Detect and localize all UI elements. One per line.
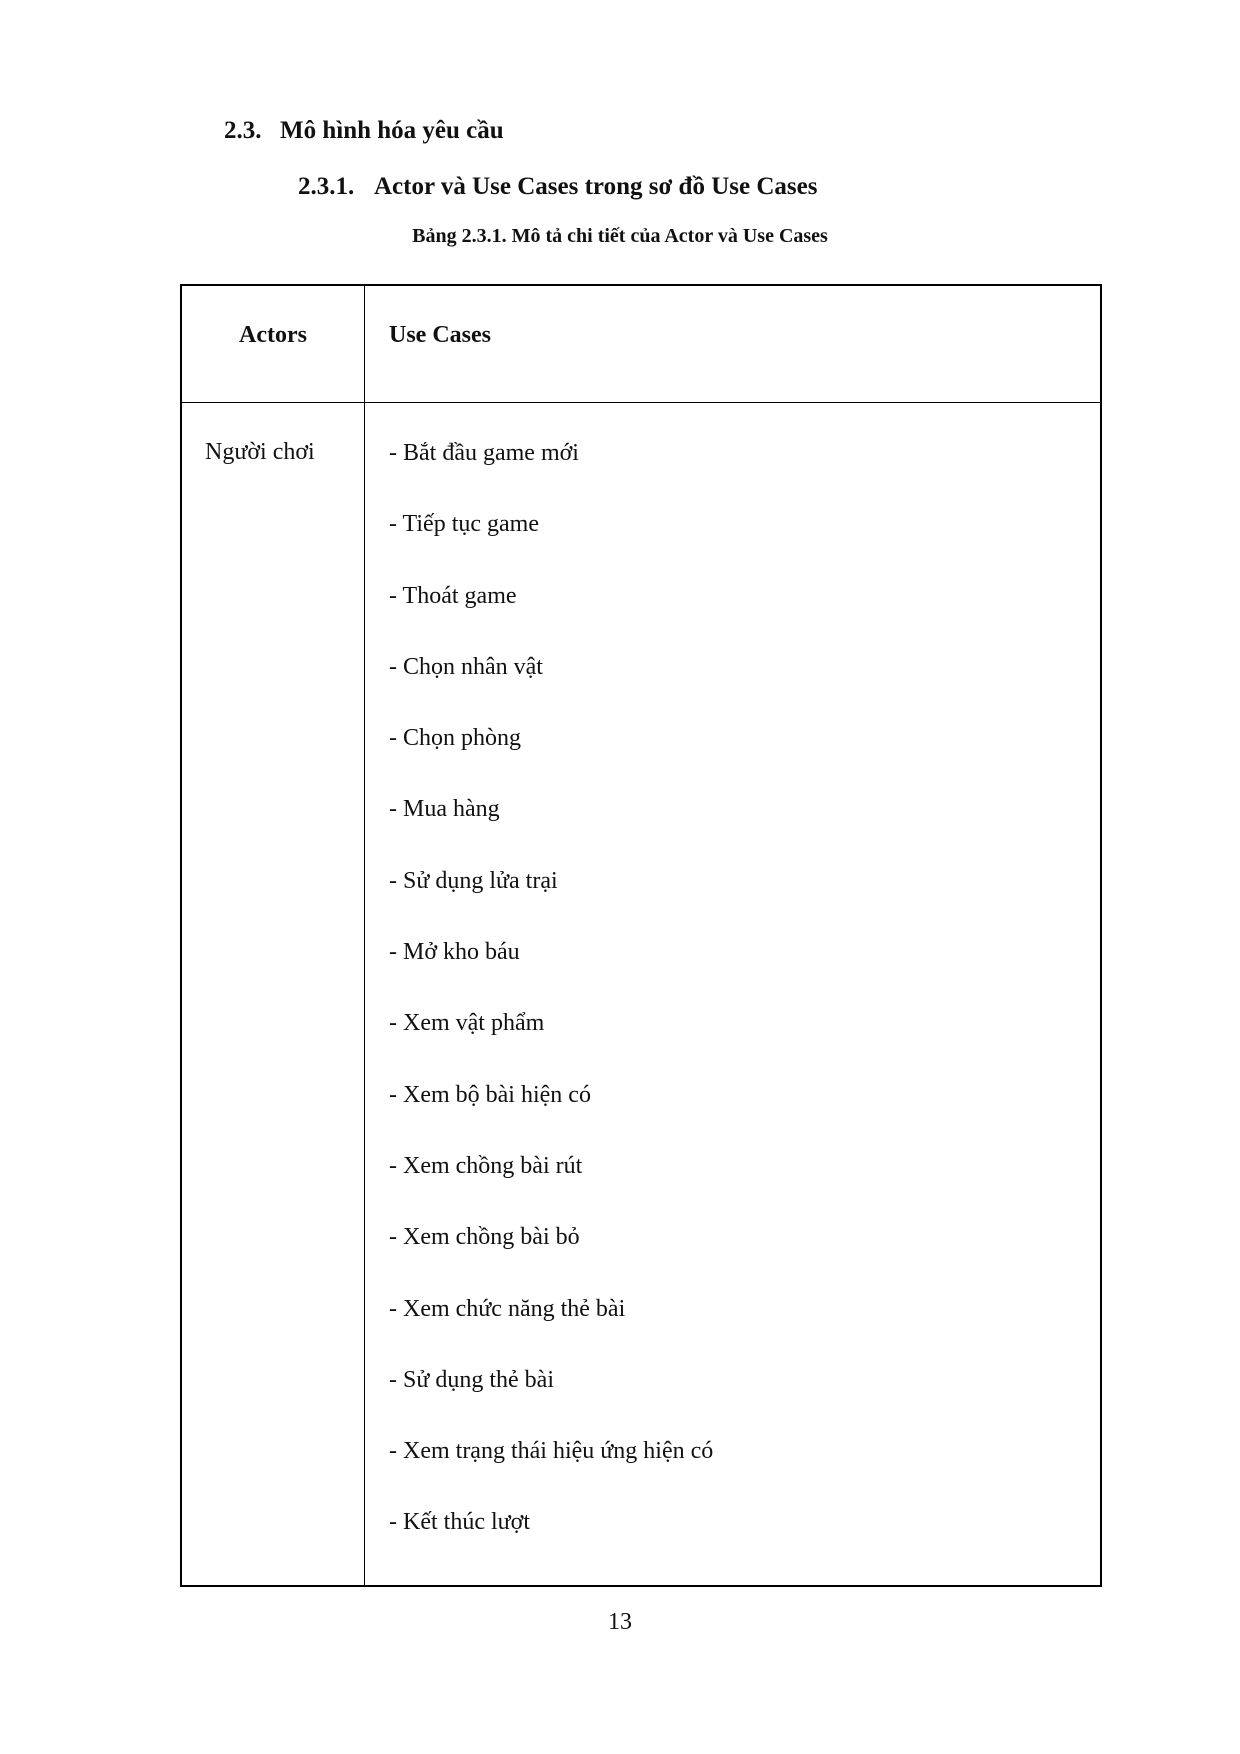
header-use-cases: Use Cases [389, 322, 491, 348]
section-title: Mô hình hóa yêu cầu [280, 117, 504, 144]
use-case-item: - Xem bộ bài hiện có [389, 1081, 591, 1108]
use-case-item: - Sử dụng thẻ bài [389, 1366, 554, 1393]
use-case-item: - Xem trạng thái hiệu ứng hiện có [389, 1438, 714, 1465]
use-case-item: - Xem chồng bài bỏ [389, 1224, 580, 1251]
column-divider [364, 286, 365, 1585]
use-case-item: - Xem vật phẩm [389, 1010, 545, 1037]
actor-usecase-table [180, 284, 1102, 1587]
header-row-divider [182, 402, 1100, 403]
subsection-title: Actor và Use Cases trong sơ đồ Use Cases [374, 173, 818, 200]
actor-cell: Người chơi [205, 439, 315, 465]
use-case-item: - Chọn nhân vật [389, 653, 543, 680]
use-case-list [389, 439, 713, 1580]
use-case-item: - Mở kho báu [389, 939, 520, 966]
use-case-item: - Sử dụng lửa trại [389, 867, 558, 894]
page-number: 13 [608, 1609, 632, 1635]
section-number: 2.3. [224, 117, 262, 144]
header-actors: Actors [239, 322, 307, 348]
table-caption: Bảng 2.3.1. Mô tả chi tiết của Actor và Use Cases [412, 225, 828, 247]
use-case-item: - Tiếp tục game [389, 511, 539, 538]
use-case-item: - Kết thúc lượt [389, 1509, 530, 1536]
use-case-item: - Xem chồng bài rút [389, 1152, 583, 1179]
use-case-item: - Bắt đầu game mới [389, 440, 579, 466]
subsection-number: 2.3.1. [298, 173, 355, 200]
use-case-item: - Mua hàng [389, 796, 500, 823]
use-case-item: - Thoát game [389, 582, 517, 609]
section-heading [224, 117, 504, 145]
subsection-heading [298, 173, 817, 201]
use-case-item: - Chọn phòng [389, 725, 521, 752]
use-case-item: - Xem chức năng thẻ bài [389, 1295, 626, 1322]
